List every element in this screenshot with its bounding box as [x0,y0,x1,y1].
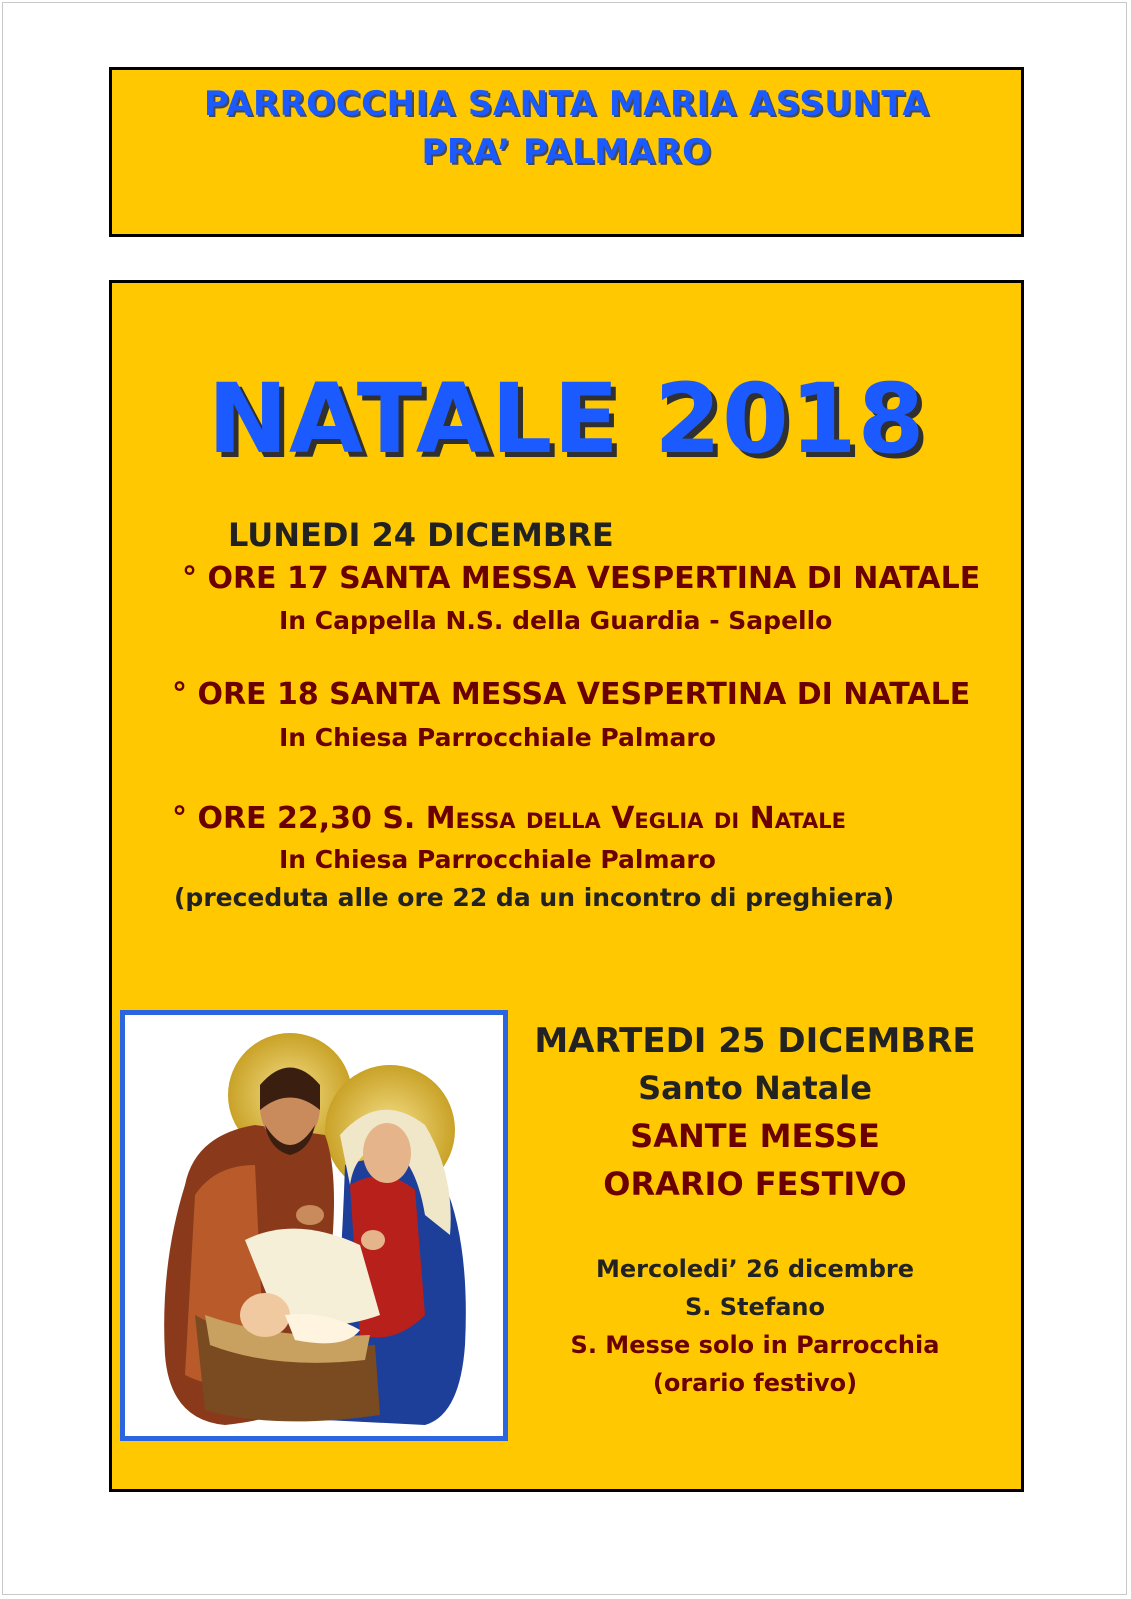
event-3-title: ° ORE 22,30 S. Messa della Veglia di Natale [172,801,846,836]
dec25-schedule: ORARIO FESTIVO [603,1165,907,1203]
dec26-schedule: (orario festivo) [652,1369,858,1397]
parish-name: PARROCCHIA SANTA MARIA ASSUNTA [203,84,930,124]
dec25-masses: SANTE MESSE [630,1117,880,1155]
event-2-place: In Chiesa Parrocchiale Palmaro [279,723,716,752]
event-2-title: ° ORE 18 SANTA MESSA VESPERTINA DI NATALE [172,677,971,712]
dec26-date: Mercoledi’ 26 dicembre [595,1255,915,1283]
header-box [109,67,1024,237]
page-title: NATALE 2018 [207,363,926,475]
dec26-name: S. Stefano [684,1293,825,1321]
event-1-place: In Cappella N.S. della Guardia - Sapello [279,606,833,635]
dec26-masses: S. Messe solo in Parrocchia [570,1331,940,1359]
main-box [109,280,1024,1492]
parish-location: PRA’ PALMARO [421,132,712,172]
event-1-title: ° ORE 17 SANTA MESSA VESPERTINA DI NATALE [182,561,981,596]
nativity-icon [125,1015,503,1436]
event-3-place: In Chiesa Parrocchiale Palmaro [279,845,716,874]
dec25-name: Santo Natale [638,1069,872,1107]
dec24-date: LUNEDI 24 DICEMBRE [228,516,614,554]
event-3-note: (preceduta alle ore 22 da un incontro di preghiera) [174,883,895,912]
nativity-image [120,1010,508,1441]
dec25-date: MARTEDI 25 DICEMBRE [534,1021,976,1061]
